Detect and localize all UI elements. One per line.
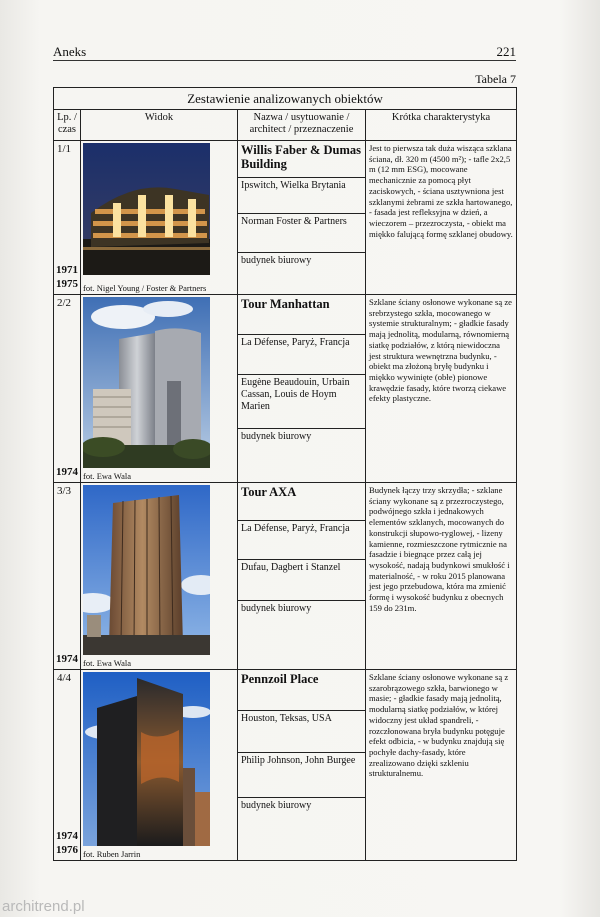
building-description: Szklane ściany osłonowe wykonane są ze srebrzystego szkła, mocowanego w systemie strukturalnym; - gładkie fasady mają jednolitą, modularną, równomierną siatkę podziałów, z którą niewidoczna jest struktura wewnętrzna budynku, - obiekt ma złożoną bryłę budynku i miękko wywinięte (obłe) pionowe krawędzie fasady, które tworzą ciekawe efekty plastyczne. [366, 295, 517, 483]
name-cell [238, 295, 366, 483]
table-label: Tabela 7 [475, 72, 516, 86]
building-architect: Norman Foster & Partners [238, 214, 365, 253]
building-location: Houston, Teksas, USA [238, 711, 365, 753]
column-header-name: Nazwa / usytuowanie / architect / przeznaczenie [238, 110, 366, 141]
table-row [54, 483, 517, 670]
row-number: 4/4 [57, 672, 72, 684]
building-photo-willis-faber [83, 143, 210, 275]
row-lp-cell [54, 670, 81, 861]
row-years: 1974 1976 [56, 830, 78, 856]
photo-cell [81, 670, 238, 861]
name-cell [238, 483, 366, 670]
building-name: Tour AXA [238, 483, 365, 521]
building-location: La Défense, Paryż, Francja [238, 335, 365, 375]
building-photo-tour-manhattan [83, 297, 210, 468]
building-function: budynek biurowy [241, 255, 312, 266]
photo-credit: fot. Ewa Wala [83, 658, 132, 668]
building-architect: Dufau, Dagbert i Stanzel [238, 560, 365, 601]
building-function: budynek biurowy [241, 603, 312, 614]
watermark: architrend.pl [2, 898, 85, 915]
column-header-widok: Widok [81, 110, 238, 141]
column-header-lp: Lp. / czas [54, 110, 81, 141]
building-description: Budynek łączy trzy skrzydła; - szklane ściany wykonane są z przezroczystego, podwójnego szkła i jednakowych elementów szklanych, mocowanych do konstrukcji słupowo-ryglowej, - lizeny kamienne, rozmieszczone rytmicznie na fasadzie i biegnące przez całą jej wysokość, nadają budynkowi smukłość i materialność, - w roku 2015 planowana jest jego przebudowa, która ma zmienić formę i wysokość budynku z obecnych 159 do 231m. [366, 483, 517, 670]
building-function: budynek biurowy [241, 800, 312, 811]
photo-cell [81, 141, 238, 295]
photo-credit: fot. Ruben Jarrin [83, 849, 141, 859]
building-photo-pennzoil-place [83, 672, 210, 846]
page-number: 221 [496, 44, 516, 59]
photo-cell [81, 295, 238, 483]
row-number: 3/3 [57, 485, 72, 497]
name-cell [238, 670, 366, 861]
photo-cell [81, 483, 238, 670]
building-description: Jest to pierwsza tak duża wisząca szklana ściana, dł. 320 m (4500 m²); - tafle 2x2,5 m (12 mm ESG), mocowane mechanicznie za pomocą płyt zaciskowych, - ściana usztywniona jest szklanymi żebrami ze szkła hartowanego, - fasada jest refleksyjna w dzień, a wieczorem – przezroczysta, - obiekt ma miękko falującą formę szklanej obudowy. [366, 141, 517, 295]
building-photo-tour-axa [83, 485, 210, 655]
table-row [54, 295, 517, 483]
building-location: Ipswitch, Wielka Brytania [238, 178, 365, 214]
building-architect: Philip Johnson, John Burgee [238, 753, 365, 798]
row-lp-cell [54, 483, 81, 670]
photo-credit: fot. Ewa Wala [83, 471, 132, 481]
building-name: Tour Manhattan [238, 295, 365, 335]
row-years: 1974 [56, 653, 78, 665]
header-rule [53, 60, 516, 61]
row-lp-cell [54, 295, 81, 483]
running-header-section: Aneks [53, 44, 87, 59]
row-number: 1/1 [57, 143, 72, 155]
building-function: budynek biurowy [241, 431, 312, 442]
table-row [54, 141, 517, 295]
photo-credit: fot. Nigel Young / Foster & Partners [83, 283, 207, 293]
row-years: 1971 1975 [56, 264, 78, 290]
row-years: 1974 [56, 466, 78, 478]
building-name: Willis Faber & Dumas Building [238, 141, 365, 178]
building-name: Pennzoil Place [238, 670, 365, 711]
objects-table [53, 87, 517, 861]
row-number: 2/2 [57, 297, 72, 309]
building-location: La Défense, Paryż, Francja [238, 521, 365, 560]
building-description: Szklane ściany osłonowe wykonane są z szarobrązowego szkła, barwionego w masie; - gładkie fasady mają jednolitą, modularną siatkę podziałów, w której widoczny jest układ spandreli, - rozczłonowana bryła budynku potęguje efekt odbicia, - w budynku znajdują się pochyłe dachy-fasady, które zrealizowano dzięki szkleniu strukturalnemu. [366, 670, 517, 861]
building-architect: Eugène Beaudouin, Urbain Cassan, Louis de Hoym Marien [238, 375, 365, 429]
column-header-desc: Krótka charakterystyka [366, 110, 517, 141]
table-row [54, 670, 517, 861]
table-caption: Zestawienie analizowanych obiektów [54, 88, 517, 110]
name-cell [238, 141, 366, 295]
row-lp-cell [54, 141, 81, 295]
